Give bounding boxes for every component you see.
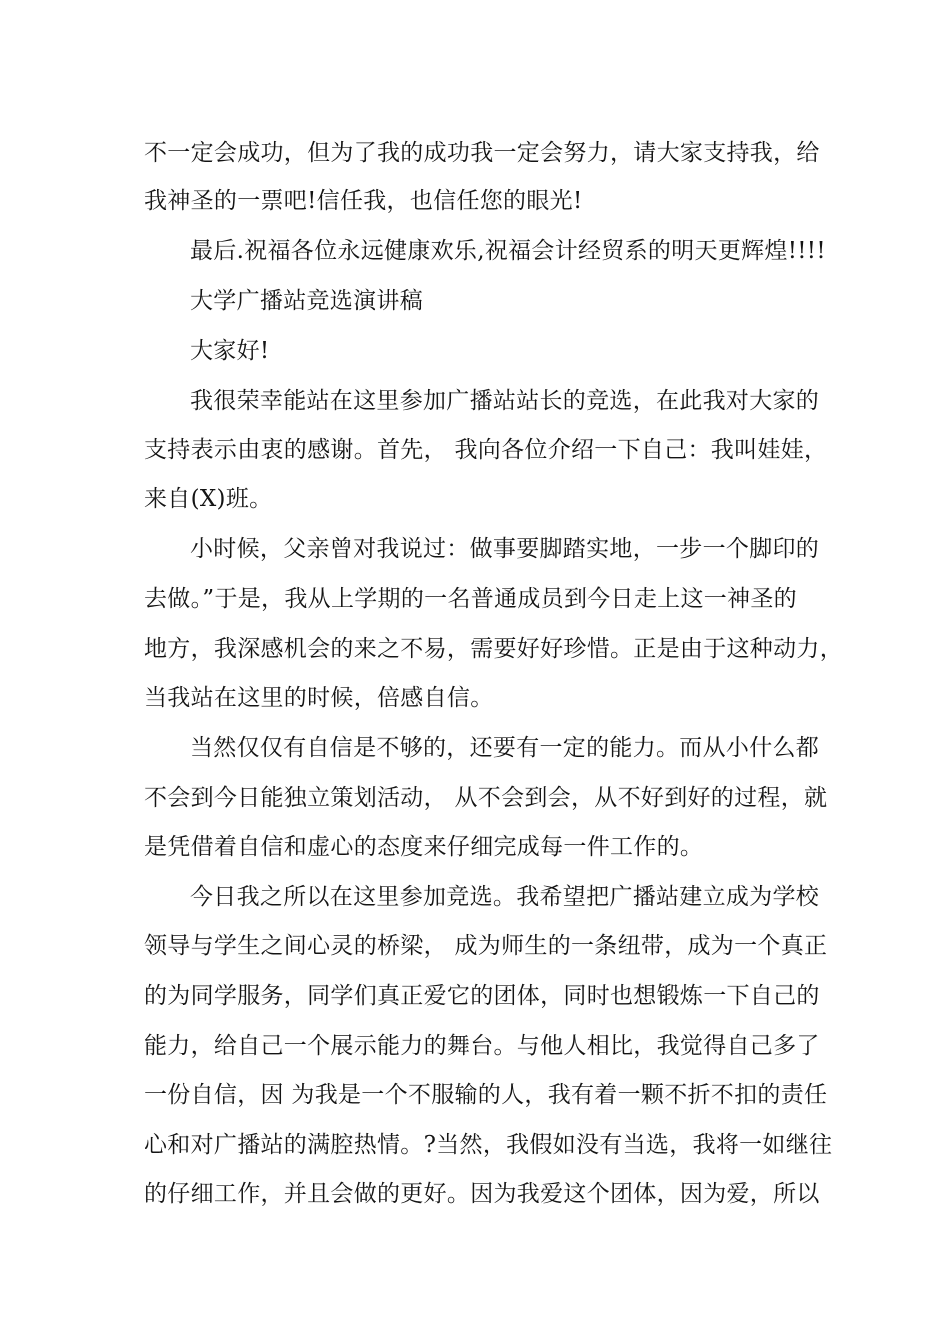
text-line: 不会到今日能独立策划活动， 从不会到会，从不好到好的过程，就	[144, 785, 828, 811]
speech-title: 大学广播站竞选演讲稿	[190, 288, 423, 314]
text-line: 不一定会成功，但为了我的成功我一定会努力，请大家支持我，给	[144, 140, 820, 166]
closing-wishes: 最后.祝福各位永远健康欢乐,祝福会计经贸系的明天更辉煌!!!!	[190, 238, 826, 264]
text-line: 小时候，父亲曾对我说过：做事要脚踏实地，一步一个脚印的	[190, 536, 820, 562]
text-line: 我很荣幸能站在这里参加广播站站长的竞选，在此我对大家的	[190, 388, 820, 414]
greeting: 大家好!	[190, 338, 270, 364]
text-line: 我神圣的一票吧!信任我，也信任您的眼光!	[144, 188, 583, 214]
text-line: 当然仅仅有自信是不够的，还要有一定的能力。而从小什么都	[190, 735, 820, 761]
text-line: 当我站在这里的时候，倍感自信。	[144, 685, 494, 711]
text-line: 的仔细工作，并且会做的更好。因为我爱这个团体，因为爱，所以	[144, 1181, 820, 1207]
text-line: 一份自信，因 为我是一个不服输的人，我有着一颗不折不扣的责任	[144, 1082, 828, 1108]
text-line: 地方，我深感机会的来之不易，需要好好珍惜。正是由于这种动力，	[144, 636, 843, 662]
text-line: 今日我之所以在这里参加竞选。我希望把广播站建立成为学校	[190, 884, 820, 910]
text-line: 心和对广播站的满腔热情。?当然，我假如没有当选，我将一如继往	[144, 1132, 833, 1158]
text-line: 能力，给自己一个展示能力的舞台。与他人相比，我觉得自己多了	[144, 1033, 820, 1059]
text-line: 支持表示由衷的感谢。首先， 我向各位介绍一下自己：我叫娃娃，	[144, 437, 828, 463]
text-line: 领导与学生之间心灵的桥梁， 成为师生的一条纽带，成为一个真正	[144, 933, 828, 959]
text-line: 来自(X)班。	[144, 486, 273, 512]
text-line: 去做。”于是，我从上学期的一名普通成员到今日走上这一神圣的	[144, 586, 797, 612]
text-line: 是凭借着自信和虚心的态度来仔细完成每一件工作的。	[144, 834, 704, 860]
text-line: 的为同学服务，同学们真正爱它的团体，同时也想锻炼一下自己的	[144, 983, 820, 1009]
